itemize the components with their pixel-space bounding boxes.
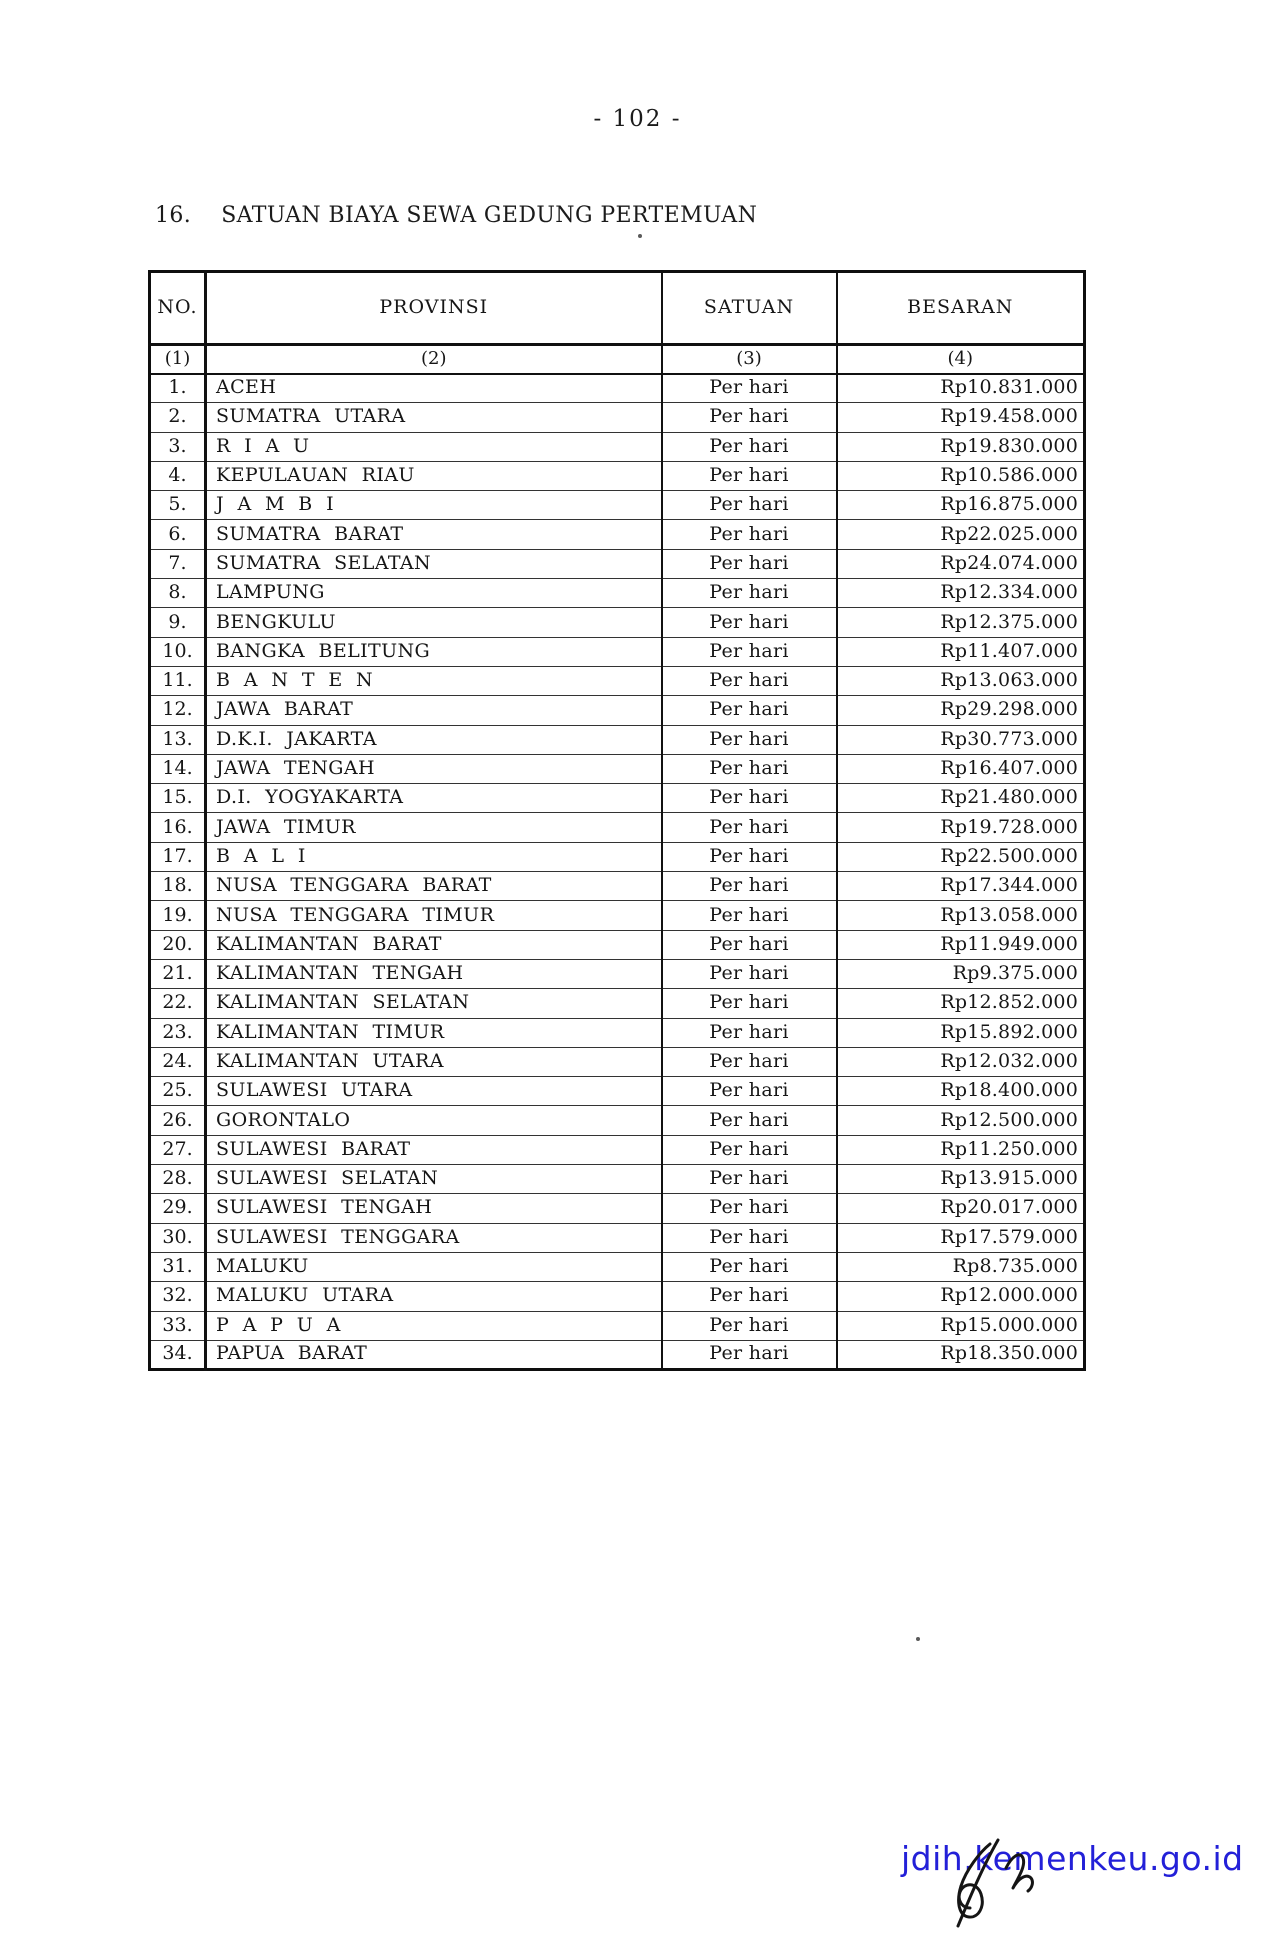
cell-provinsi: KALIMANTAN BARAT <box>206 930 662 959</box>
cell-besaran: Rp12.852.000 <box>837 989 1085 1018</box>
cell-provinsi: R I A U <box>206 432 662 461</box>
cell-provinsi: NUSA TENGGARA TIMUR <box>206 901 662 930</box>
cell-provinsi: JAWA TIMUR <box>206 813 662 842</box>
cell-provinsi: JAWA BARAT <box>206 696 662 725</box>
cell-provinsi: JAWA TENGAH <box>206 754 662 783</box>
scan-speck <box>916 1637 920 1641</box>
table-row <box>150 1282 1085 1311</box>
table-row <box>150 461 1085 490</box>
cell-satuan: Per hari <box>662 579 837 608</box>
cell-provinsi: BANGKA BELITUNG <box>206 637 662 666</box>
table-row <box>150 1165 1085 1194</box>
cell-satuan: Per hari <box>662 491 837 520</box>
cell-provinsi: KEPULAUAN RIAU <box>206 461 662 490</box>
cell-provinsi: D.K.I. JAKARTA <box>206 725 662 754</box>
cell-besaran: Rp30.773.000 <box>837 725 1085 754</box>
table-row <box>150 1077 1085 1106</box>
table-row <box>150 784 1085 813</box>
cell-besaran: Rp18.350.000 <box>837 1340 1085 1369</box>
col-index-4: (4) <box>837 345 1085 374</box>
cell-satuan: Per hari <box>662 725 837 754</box>
table-row <box>150 491 1085 520</box>
cell-satuan: Per hari <box>662 872 837 901</box>
cell-no: 27. <box>150 1135 206 1164</box>
cell-provinsi: SULAWESI TENGAH <box>206 1194 662 1223</box>
col-index-2: (2) <box>206 345 662 374</box>
cell-no: 21. <box>150 959 206 988</box>
cell-satuan: Per hari <box>662 666 837 695</box>
cell-no: 32. <box>150 1282 206 1311</box>
cell-no: 34. <box>150 1340 206 1369</box>
col-header-satuan: SATUAN <box>662 272 837 345</box>
cell-no: 15. <box>150 784 206 813</box>
cell-satuan: Per hari <box>662 637 837 666</box>
cell-provinsi: GORONTALO <box>206 1106 662 1135</box>
cell-satuan: Per hari <box>662 1047 837 1076</box>
cell-satuan: Per hari <box>662 1340 837 1369</box>
cell-besaran: Rp20.017.000 <box>837 1194 1085 1223</box>
table-row <box>150 872 1085 901</box>
table-row <box>150 1311 1085 1340</box>
cell-satuan: Per hari <box>662 784 837 813</box>
cell-besaran: Rp12.000.000 <box>837 1282 1085 1311</box>
cell-provinsi: SUMATRA UTARA <box>206 403 662 432</box>
cell-no: 18. <box>150 872 206 901</box>
cell-provinsi: D.I. YOGYAKARTA <box>206 784 662 813</box>
cell-no: 30. <box>150 1223 206 1252</box>
cell-no: 9. <box>150 608 206 637</box>
section-heading <box>155 203 757 228</box>
table-row <box>150 959 1085 988</box>
cell-besaran: Rp29.298.000 <box>837 696 1085 725</box>
section-title: SATUAN BIAYA SEWA GEDUNG PERTEMUAN <box>221 203 758 228</box>
table-header <box>150 272 1085 374</box>
cell-no: 7. <box>150 549 206 578</box>
cell-satuan: Per hari <box>662 813 837 842</box>
cell-besaran: Rp16.407.000 <box>837 754 1085 783</box>
cell-satuan: Per hari <box>662 1135 837 1164</box>
col-index-1: (1) <box>150 345 206 374</box>
cell-besaran: Rp9.375.000 <box>837 959 1085 988</box>
cell-no: 20. <box>150 930 206 959</box>
cell-besaran: Rp12.375.000 <box>837 608 1085 637</box>
cell-satuan: Per hari <box>662 1252 837 1281</box>
cell-no: 11. <box>150 666 206 695</box>
cell-satuan: Per hari <box>662 696 837 725</box>
table-row <box>150 549 1085 578</box>
cell-provinsi: KALIMANTAN SELATAN <box>206 989 662 1018</box>
cell-besaran: Rp17.344.000 <box>837 872 1085 901</box>
cell-satuan: Per hari <box>662 374 837 403</box>
cell-no: 19. <box>150 901 206 930</box>
cell-provinsi: KALIMANTAN UTARA <box>206 1047 662 1076</box>
cell-no: 8. <box>150 579 206 608</box>
cell-besaran: Rp19.728.000 <box>837 813 1085 842</box>
cell-besaran: Rp16.875.000 <box>837 491 1085 520</box>
cell-besaran: Rp15.892.000 <box>837 1018 1085 1047</box>
table-row <box>150 579 1085 608</box>
cell-besaran: Rp21.480.000 <box>837 784 1085 813</box>
cell-no: 1. <box>150 374 206 403</box>
table-row <box>150 930 1085 959</box>
cell-provinsi: NUSA TENGGARA BARAT <box>206 872 662 901</box>
cell-satuan: Per hari <box>662 1194 837 1223</box>
cell-no: 12. <box>150 696 206 725</box>
cell-besaran: Rp11.949.000 <box>837 930 1085 959</box>
table-row <box>150 374 1085 403</box>
cell-satuan: Per hari <box>662 1282 837 1311</box>
cell-provinsi: SULAWESI SELATAN <box>206 1165 662 1194</box>
table-row <box>150 754 1085 783</box>
cell-no: 25. <box>150 1077 206 1106</box>
cell-no: 16. <box>150 813 206 842</box>
cell-provinsi: MALUKU UTARA <box>206 1282 662 1311</box>
cell-provinsi: J A M B I <box>206 491 662 520</box>
table-row <box>150 842 1085 871</box>
cell-no: 3. <box>150 432 206 461</box>
cost-table <box>148 270 1086 1371</box>
cell-provinsi: KALIMANTAN TENGAH <box>206 959 662 988</box>
table-row <box>150 813 1085 842</box>
cell-provinsi: PAPUA BARAT <box>206 1340 662 1369</box>
cell-provinsi: MALUKU <box>206 1252 662 1281</box>
cell-satuan: Per hari <box>662 754 837 783</box>
cell-satuan: Per hari <box>662 1165 837 1194</box>
footer-url-link[interactable]: jdih.kemenkeu.go.id <box>901 1839 1244 1878</box>
table-row <box>150 666 1085 695</box>
cell-no: 22. <box>150 989 206 1018</box>
cell-no: 23. <box>150 1018 206 1047</box>
cell-no: 4. <box>150 461 206 490</box>
cell-satuan: Per hari <box>662 432 837 461</box>
section-number: 16. <box>155 203 192 228</box>
cell-provinsi: SUMATRA BARAT <box>206 520 662 549</box>
signature-scribble <box>946 1834 1050 1930</box>
cell-besaran: Rp13.058.000 <box>837 901 1085 930</box>
cell-besaran: Rp12.334.000 <box>837 579 1085 608</box>
column-index-row <box>150 345 1085 374</box>
cell-besaran: Rp12.032.000 <box>837 1047 1085 1076</box>
cell-besaran: Rp17.579.000 <box>837 1223 1085 1252</box>
cell-besaran: Rp19.830.000 <box>837 432 1085 461</box>
cell-provinsi: KALIMANTAN TIMUR <box>206 1018 662 1047</box>
table-row <box>150 403 1085 432</box>
cell-no: 33. <box>150 1311 206 1340</box>
cell-no: 2. <box>150 403 206 432</box>
cell-satuan: Per hari <box>662 959 837 988</box>
col-header-besaran: BESARAN <box>837 272 1085 345</box>
cell-no: 5. <box>150 491 206 520</box>
col-header-provinsi: PROVINSI <box>206 272 662 345</box>
cell-provinsi: B A N T E N <box>206 666 662 695</box>
cell-no: 17. <box>150 842 206 871</box>
cell-satuan: Per hari <box>662 403 837 432</box>
cell-besaran: Rp19.458.000 <box>837 403 1085 432</box>
cell-satuan: Per hari <box>662 930 837 959</box>
cell-provinsi: SULAWESI BARAT <box>206 1135 662 1164</box>
cell-satuan: Per hari <box>662 1311 837 1340</box>
cell-no: 26. <box>150 1106 206 1135</box>
cell-satuan: Per hari <box>662 901 837 930</box>
cell-satuan: Per hari <box>662 1223 837 1252</box>
cell-satuan: Per hari <box>662 1077 837 1106</box>
table-row <box>150 1047 1085 1076</box>
scan-speck <box>638 234 642 238</box>
cell-no: 6. <box>150 520 206 549</box>
cell-no: 13. <box>150 725 206 754</box>
cell-besaran: Rp24.074.000 <box>837 549 1085 578</box>
cell-besaran: Rp22.025.000 <box>837 520 1085 549</box>
cell-provinsi: P A P U A <box>206 1311 662 1340</box>
table-row <box>150 1106 1085 1135</box>
table-row <box>150 1018 1085 1047</box>
cell-provinsi: SULAWESI TENGGARA <box>206 1223 662 1252</box>
cell-satuan: Per hari <box>662 1018 837 1047</box>
table-row <box>150 1340 1085 1369</box>
cell-satuan: Per hari <box>662 1106 837 1135</box>
cell-besaran: Rp15.000.000 <box>837 1311 1085 1340</box>
table-row <box>150 725 1085 754</box>
cell-no: 29. <box>150 1194 206 1223</box>
table-row <box>150 1135 1085 1164</box>
cell-no: 31. <box>150 1252 206 1281</box>
cell-no: 28. <box>150 1165 206 1194</box>
col-index-3: (3) <box>662 345 837 374</box>
cell-satuan: Per hari <box>662 520 837 549</box>
cell-besaran: Rp11.250.000 <box>837 1135 1085 1164</box>
cell-besaran: Rp18.400.000 <box>837 1077 1085 1106</box>
cell-provinsi: B A L I <box>206 842 662 871</box>
table-row <box>150 1252 1085 1281</box>
table-body <box>150 374 1085 1370</box>
cell-besaran: Rp10.831.000 <box>837 374 1085 403</box>
table-row <box>150 1194 1085 1223</box>
col-header-no: NO. <box>150 272 206 345</box>
table-row <box>150 696 1085 725</box>
table-row <box>150 1223 1085 1252</box>
cell-satuan: Per hari <box>662 608 837 637</box>
page-number: - 102 - <box>593 106 682 132</box>
table-row <box>150 520 1085 549</box>
cell-besaran: Rp10.586.000 <box>837 461 1085 490</box>
table-row <box>150 608 1085 637</box>
cell-no: 10. <box>150 637 206 666</box>
cell-provinsi: BENGKULU <box>206 608 662 637</box>
table-row <box>150 989 1085 1018</box>
cell-satuan: Per hari <box>662 842 837 871</box>
table-row <box>150 901 1085 930</box>
cell-besaran: Rp22.500.000 <box>837 842 1085 871</box>
table-row <box>150 637 1085 666</box>
cell-satuan: Per hari <box>662 549 837 578</box>
cell-besaran: Rp13.915.000 <box>837 1165 1085 1194</box>
cell-provinsi: ACEH <box>206 374 662 403</box>
cell-satuan: Per hari <box>662 461 837 490</box>
table-row <box>150 432 1085 461</box>
cell-no: 24. <box>150 1047 206 1076</box>
cell-satuan: Per hari <box>662 989 837 1018</box>
cell-besaran: Rp12.500.000 <box>837 1106 1085 1135</box>
cell-besaran: Rp8.735.000 <box>837 1252 1085 1281</box>
cell-provinsi: SUMATRA SELATAN <box>206 549 662 578</box>
cell-besaran: Rp11.407.000 <box>837 637 1085 666</box>
cell-besaran: Rp13.063.000 <box>837 666 1085 695</box>
header-row <box>150 272 1085 345</box>
cell-provinsi: LAMPUNG <box>206 579 662 608</box>
cell-no: 14. <box>150 754 206 783</box>
cell-provinsi: SULAWESI UTARA <box>206 1077 662 1106</box>
